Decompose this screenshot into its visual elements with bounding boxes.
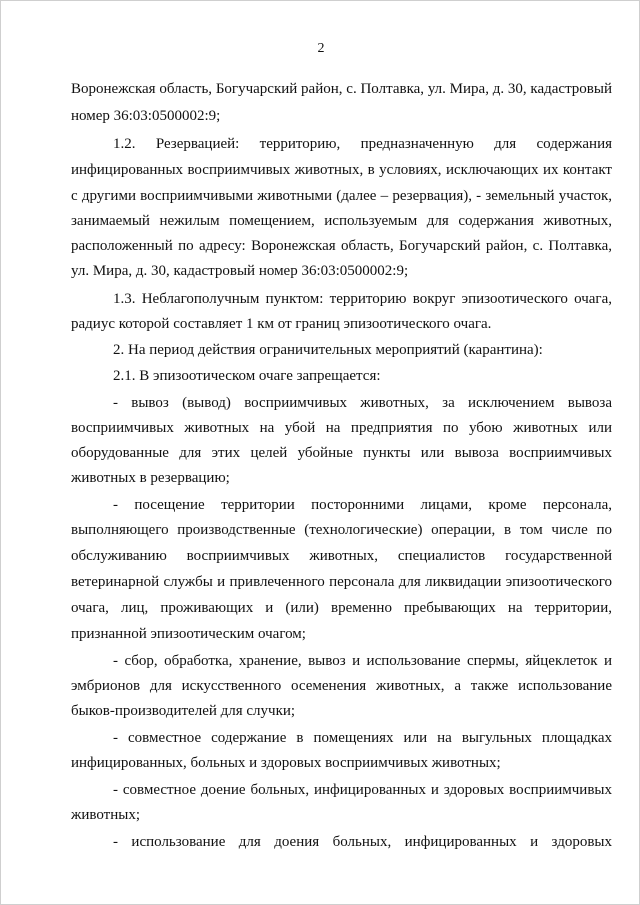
text-line: оборудованные для этих целей убойные пункты или вывоза восприимчивых	[71, 445, 612, 461]
section-heading: 2. На период действия ограничительных мероприятий (карантина):	[113, 342, 543, 358]
text-line: номер 36:03:0500002:9;	[71, 108, 221, 124]
subsection-heading: 2.1. В эпизоотическом очаге запрещается:	[113, 368, 381, 384]
text-line: занимаемый нежилым помещением, используемым для содержания животных,	[71, 213, 612, 229]
text-line: расположенный по адресу: Воронежская область, Богучарский район, с. Полтавка,	[71, 238, 612, 254]
text-line: выполняющего производственные (технологические) операции, в том числе по	[71, 522, 612, 538]
text-line: радиус которой составляет 1 км от границ эпизоотического очага.	[71, 316, 492, 332]
text-line: Воронежская область, Богучарский район, с. Полтавка, ул. Мира, д. 30, кадастровый	[71, 81, 612, 97]
text-line: животных в резервацию;	[71, 470, 230, 486]
list-item: - использование для доения больных, инфицированных и здоровых	[113, 834, 612, 850]
text-line: 1.3. Неблагополучным пунктом: территорию вокруг эпизоотического очага,	[113, 291, 612, 307]
text-line: животных;	[71, 807, 141, 823]
text-line: очага, лиц, проживающих и (или) временно пребывающих на территории,	[71, 600, 612, 616]
list-item: - посещение территории посторонними лицами, кроме персонала,	[113, 497, 612, 513]
text-line: признанной эпизоотическим очагом;	[71, 626, 306, 642]
text-line: ул. Мира, д. 30, кадастровый номер 36:03:0500002:9;	[71, 263, 409, 279]
text-line: инфицированных, больных и здоровых восприимчивых животных;	[71, 755, 501, 771]
page-number: 2	[317, 41, 325, 56]
list-item: - совместное доение больных, инфицированных и здоровых восприимчивых	[113, 782, 612, 798]
text-line: обслуживанию восприимчивых животных, специалистов государственной	[71, 548, 612, 564]
list-item: - сбор, обработка, хранение, вывоз и использование спермы, яйцеклеток и	[113, 653, 612, 669]
text-line: ветеринарной службы и привлеченного персонала для ликвидации эпизоотического	[71, 574, 612, 590]
list-item: - совместное содержание в помещениях или на выгульных площадках	[113, 730, 612, 746]
list-item: - вывоз (вывод) восприимчивых животных, за исключением вывоза	[113, 395, 612, 411]
text-line: эмбрионов для искусственного осеменения животных, а также использование	[71, 678, 612, 694]
text-line: с другими восприимчивыми животными (далее – резервация), - земельный участок,	[71, 188, 612, 204]
text-line: быков-производителей для случки;	[71, 703, 296, 719]
text-line: инфицированных восприимчивых животных, в условиях, исключающих их контакт	[71, 162, 612, 178]
text-line: восприимчивых животных на убой на предприятия по убою животных или	[71, 420, 612, 436]
text-line: 1.2. Резервацией: территорию, предназначенную для содержания	[113, 136, 612, 152]
